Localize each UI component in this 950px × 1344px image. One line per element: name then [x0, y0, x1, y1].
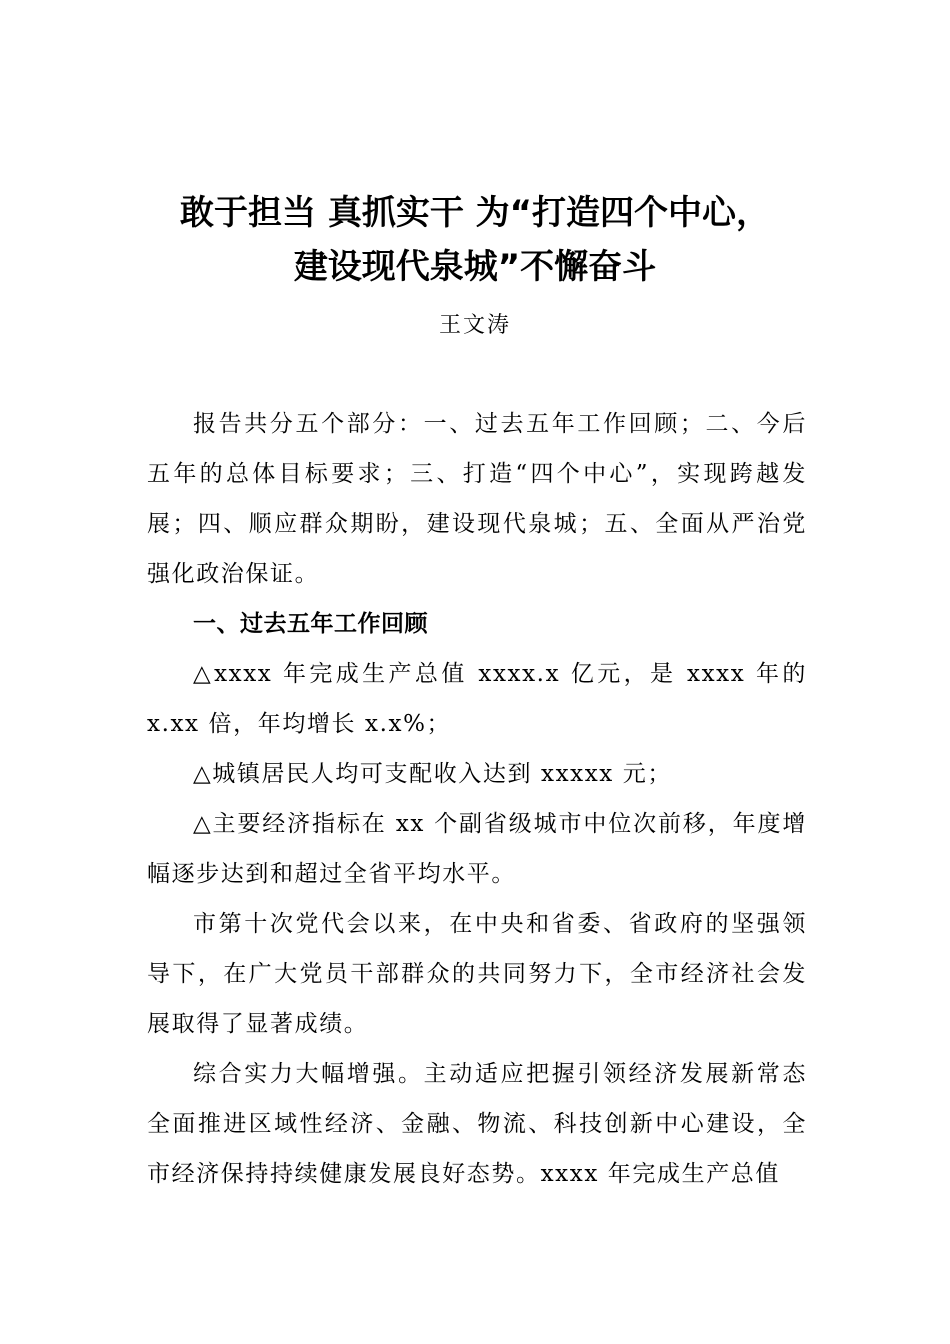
- body-paragraph: 市第十次党代会以来，在中央和省委、省政府的坚强领导下，在广大党员干部群众的共同努力下，全市经济社会发展取得了显著成绩。: [147, 911, 807, 1037]
- section-heading: 一、过去五年工作回顾: [193, 611, 428, 637]
- document-title-line-2: 建设现代泉城”不懈奋斗: [293, 247, 657, 287]
- bullet-item: △xxxx 年完成生产总值 xxxx.x 亿元，是 xxxx 年的 x.xx 倍，年均增长 x.x%；: [147, 661, 807, 737]
- bullet-item: △主要经济指标在 xx 个副省级城市中位次前移，年度增幅逐步达到和超过全省平均水平。: [147, 811, 807, 887]
- bullet-item: △城镇居民人均可支配收入达到 xxxxx 元；: [193, 761, 672, 787]
- body-paragraph: 综合实力大幅增强。主动适应把握引领经济发展新常态全面推进区域性经济、金融、物流、科技创新中心建设，全市经济保持持续健康发展良好态势。xxxx 年完成生产总值: [147, 1061, 807, 1187]
- document-title-line-1: 敢于担当 真抓实干 为“打造四个中心，: [179, 193, 771, 233]
- intro-paragraph: 报告共分五个部分：一、过去五年工作回顾；二、今后五年的总体目标要求；三、打造“四个中心”，实现跨越发展；四、顺应群众期盼，建设现代泉城；五、全面从严治党强化政治保证。: [147, 411, 807, 587]
- author-name: 王文涛: [438, 313, 511, 338]
- document-body: [147, 399, 807, 1199]
